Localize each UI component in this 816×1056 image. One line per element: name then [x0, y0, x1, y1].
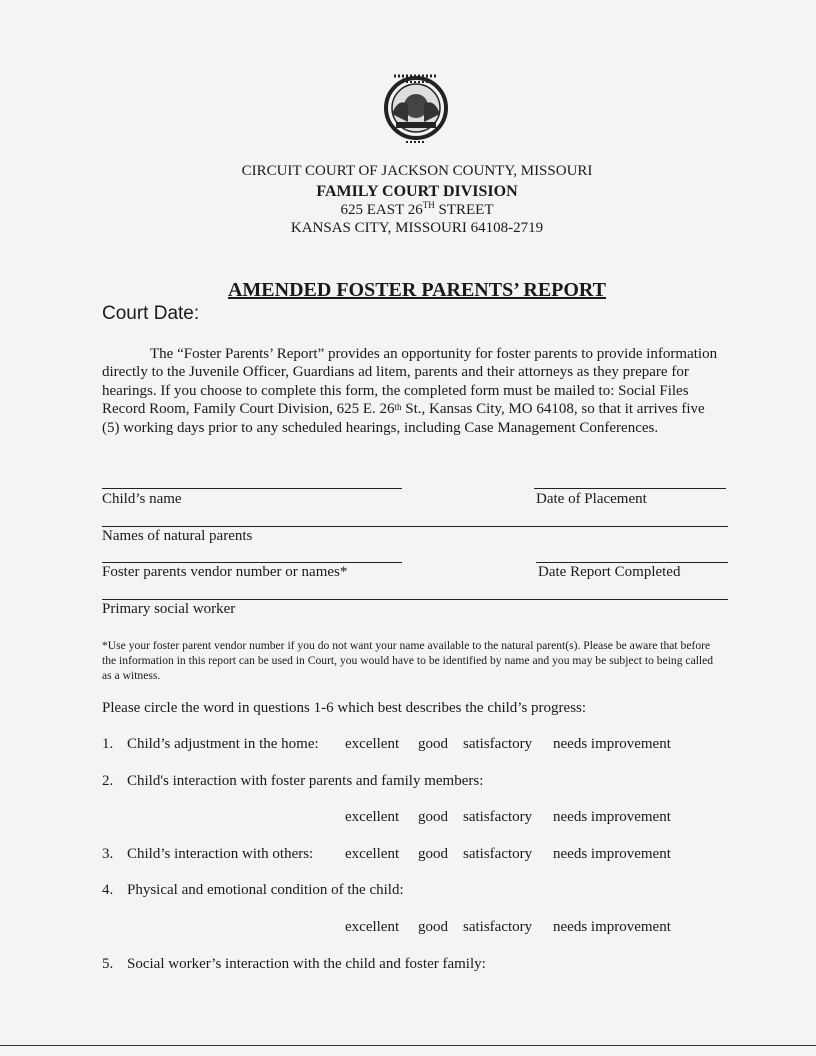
street-address: 625 EAST 26TH STREET	[340, 200, 494, 218]
question-number: 1.	[102, 736, 114, 752]
option-satisfactory[interactable]: satisfactory	[463, 919, 533, 935]
option-needs-improvement[interactable]: needs improvement	[553, 919, 671, 935]
question-text: Child’s adjustment in the home:	[127, 736, 319, 752]
footnote: *Use your foster parent vendor number if you do not want your name available to the natural parent(s). Please be aware that before the information in this report can be used in Court, you would have to be identified by name and you may be subject to being called as a witness.	[102, 639, 714, 682]
question-number: 3.	[102, 846, 114, 862]
intro-paragraph: The “Foster Parents’ Report” provides an opportunity for foster parents to provide information directly to the Juvenile Officer, Guardians ad litem, parents and their attorneys as they prepare for hearings. If you choose to complete this form, the completed form must be mailed to: Social Files Record Room, Family Court Division, 625 E. 26th St., Kansas City, MO 64108, so that it arrives five (5) working days prior to any scheduled hearings, including Case Management Conferences.	[102, 346, 718, 436]
page-bottom-rule	[0, 1045, 816, 1046]
option-excellent[interactable]: excellent	[345, 919, 400, 935]
question-number: 2.	[102, 773, 114, 789]
division-name: FAMILY COURT DIVISION	[316, 183, 518, 200]
option-good[interactable]: good	[418, 736, 448, 752]
option-excellent[interactable]: excellent	[345, 736, 400, 752]
date-report-completed-label: Date Report Completed	[538, 564, 681, 580]
option-needs-improvement[interactable]: needs improvement	[553, 846, 671, 862]
question-number: 4.	[102, 882, 114, 898]
option-good[interactable]: good	[418, 846, 448, 862]
option-satisfactory[interactable]: satisfactory	[463, 809, 533, 825]
question-number: 5.	[102, 956, 114, 972]
child-name-line[interactable]	[102, 488, 402, 489]
question-text: Child’s interaction with others:	[127, 846, 314, 862]
court-name: CIRCUIT COURT OF JACKSON COUNTY, MISSOURI	[241, 163, 593, 179]
question-text: Child's interaction with foster parents and family members:	[127, 773, 484, 789]
option-satisfactory[interactable]: satisfactory	[463, 846, 533, 862]
option-satisfactory[interactable]: satisfactory	[463, 736, 533, 752]
foster-parents-label: Foster parents vendor number or names*	[102, 564, 348, 580]
instructions: Please circle the word in questions 1-6 which best describes the child’s progress:	[102, 700, 587, 716]
natural-parents-label: Names of natural parents	[102, 528, 253, 544]
date-of-placement-line[interactable]	[534, 488, 726, 489]
city-address: KANSAS CITY, MISSOURI 64108-2719	[290, 220, 544, 236]
question-text: Social worker’s interaction with the child and foster family:	[127, 956, 486, 972]
option-excellent[interactable]: excellent	[345, 846, 400, 862]
social-worker-label: Primary social worker	[102, 601, 236, 617]
date-of-placement-label: Date of Placement	[536, 491, 647, 507]
missouri-state-seal	[378, 70, 454, 146]
foster-parents-line[interactable]	[102, 562, 402, 563]
option-excellent[interactable]: excellent	[345, 809, 400, 825]
report-title: AMENDED FOSTER PARENTS’ REPORT	[227, 279, 607, 301]
option-needs-improvement[interactable]: needs improvement	[553, 809, 671, 825]
natural-parents-line[interactable]	[102, 526, 728, 527]
option-good[interactable]: good	[418, 809, 448, 825]
social-worker-line[interactable]	[102, 599, 728, 600]
court-date-label: Court Date:	[102, 303, 200, 324]
date-report-completed-line[interactable]	[536, 562, 728, 563]
option-needs-improvement[interactable]: needs improvement	[553, 736, 671, 752]
option-good[interactable]: good	[418, 919, 448, 935]
child-name-label: Child’s name	[102, 491, 182, 507]
question-text: Physical and emotional condition of the child:	[127, 882, 404, 898]
